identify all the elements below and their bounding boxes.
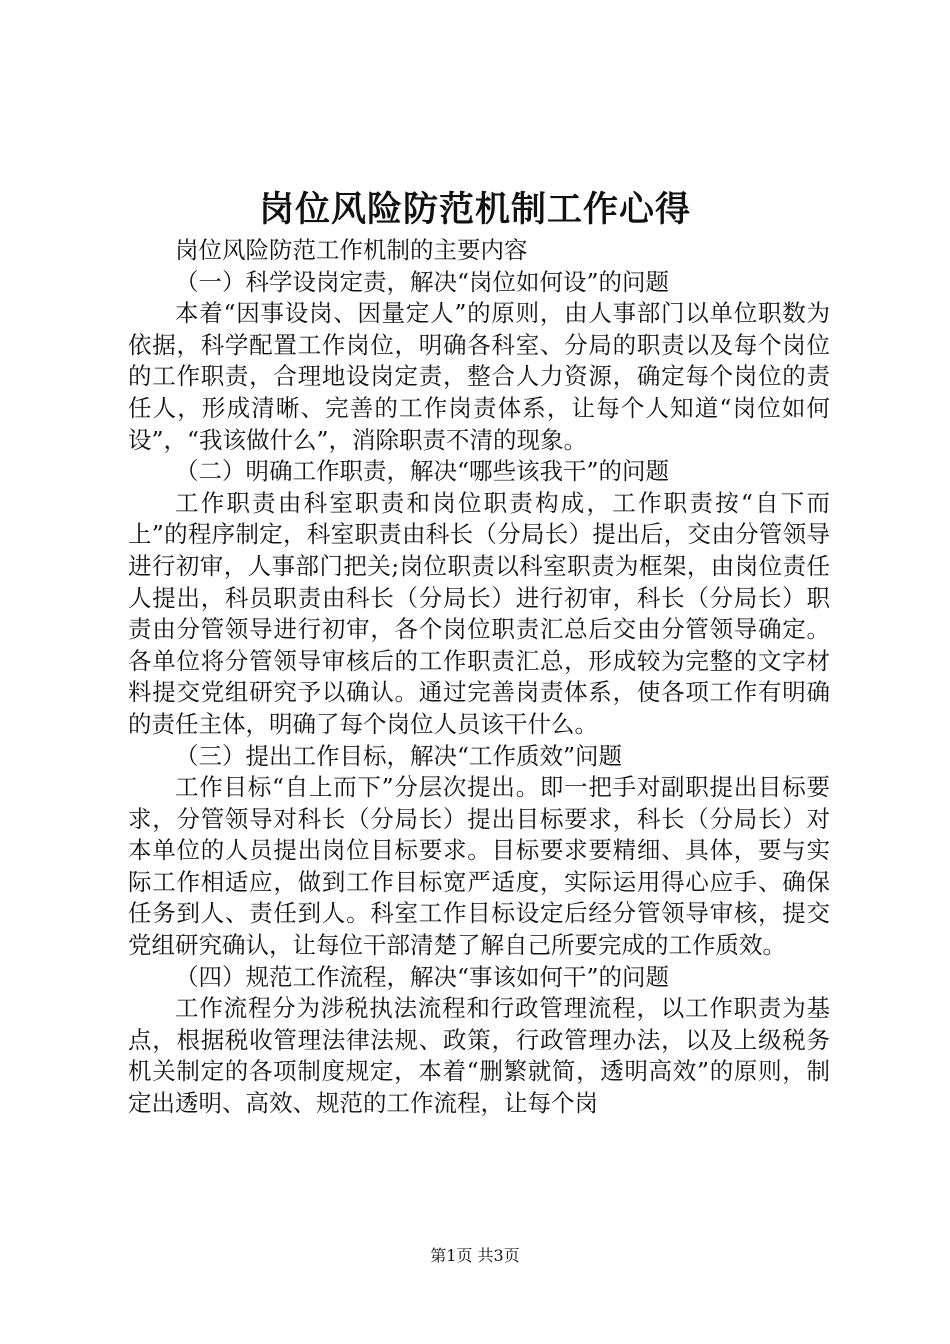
- intro-line: 岗位风险防范工作机制的主要内容: [175, 236, 528, 264]
- section-heading-4: （四）规范工作流程，解决“事该如何干”的问题: [175, 962, 670, 991]
- section-body-2: 工作职责由科室职责和岗位职责构成，工作职责按“自下而上”的程序制定，科室职责由科长（分局长）提出后，交由分管领导进行初审，人事部门把关;岗位职责以科室职责为框架，由岗位责任人提出，科员职责由科长（分局长）进行初审，科长（分局长）职责由分管领导进行初审，各个岗位职责汇总后交由分管领导确定。各单位将分管领导审核后的工作职责汇总，形成较为完整的文字材料提交党组研究予以确认。通过完善岗责体系，使各项工作有明确的责任主体，明确了每个岗位人员该干什么。: [128, 488, 830, 738]
- section-heading-2: （二）明确工作职责，解决“哪些该我干”的问题: [175, 457, 670, 486]
- page-footer: 第1页 共3页: [430, 1246, 520, 1265]
- section-body-4: 工作流程分为涉税执法流程和行政管理流程，以工作职责为基点，根据税收管理法律法规、政策，行政管理办法，以及上级税务机关制定的各项制度规定，本着“删繁就简，透明高效”的原则，制定出透明、高效、规范的工作流程，让每个岗: [128, 994, 830, 1118]
- document-title: 岗位风险防范机制工作心得: [258, 189, 691, 230]
- section-body-3: 工作目标“自上而下”分层次提出。即一把手对副职提出目标要求，分管领导对科长（分局长）提出目标要求，科长（分局长）对本单位的人员提出岗位目标要求。目标要求要精细、具体，要与实际工作相适应，做到工作目标宽严适度，实际运用得心应手、确保任务到人、责任到人。科室工作目标设定后经分管领导审核，提交党组研究确认，让每位干部清楚了解自己所要完成的工作质效。: [128, 773, 830, 960]
- section-heading-3: （三）提出工作目标，解决“工作质效”问题: [175, 741, 623, 770]
- section-heading-1: （一）科学设岗定责，解决“岗位如何设”的问题: [175, 267, 670, 296]
- section-body-1: 本着“因事设岗、因量定人”的原则，由人事部门以单位职数为依据，科学配置工作岗位，明确各科室、分局的职责以及每个岗位的工作职责，合理地设岗定责，整合人力资源，确定每个岗位的责任人，形成清晰、完善的工作岗责体系，让每个人知道“岗位如何设”，“我该做什么”，消除职责不清的现象。: [128, 299, 830, 454]
- document-body: [128, 235, 830, 1120]
